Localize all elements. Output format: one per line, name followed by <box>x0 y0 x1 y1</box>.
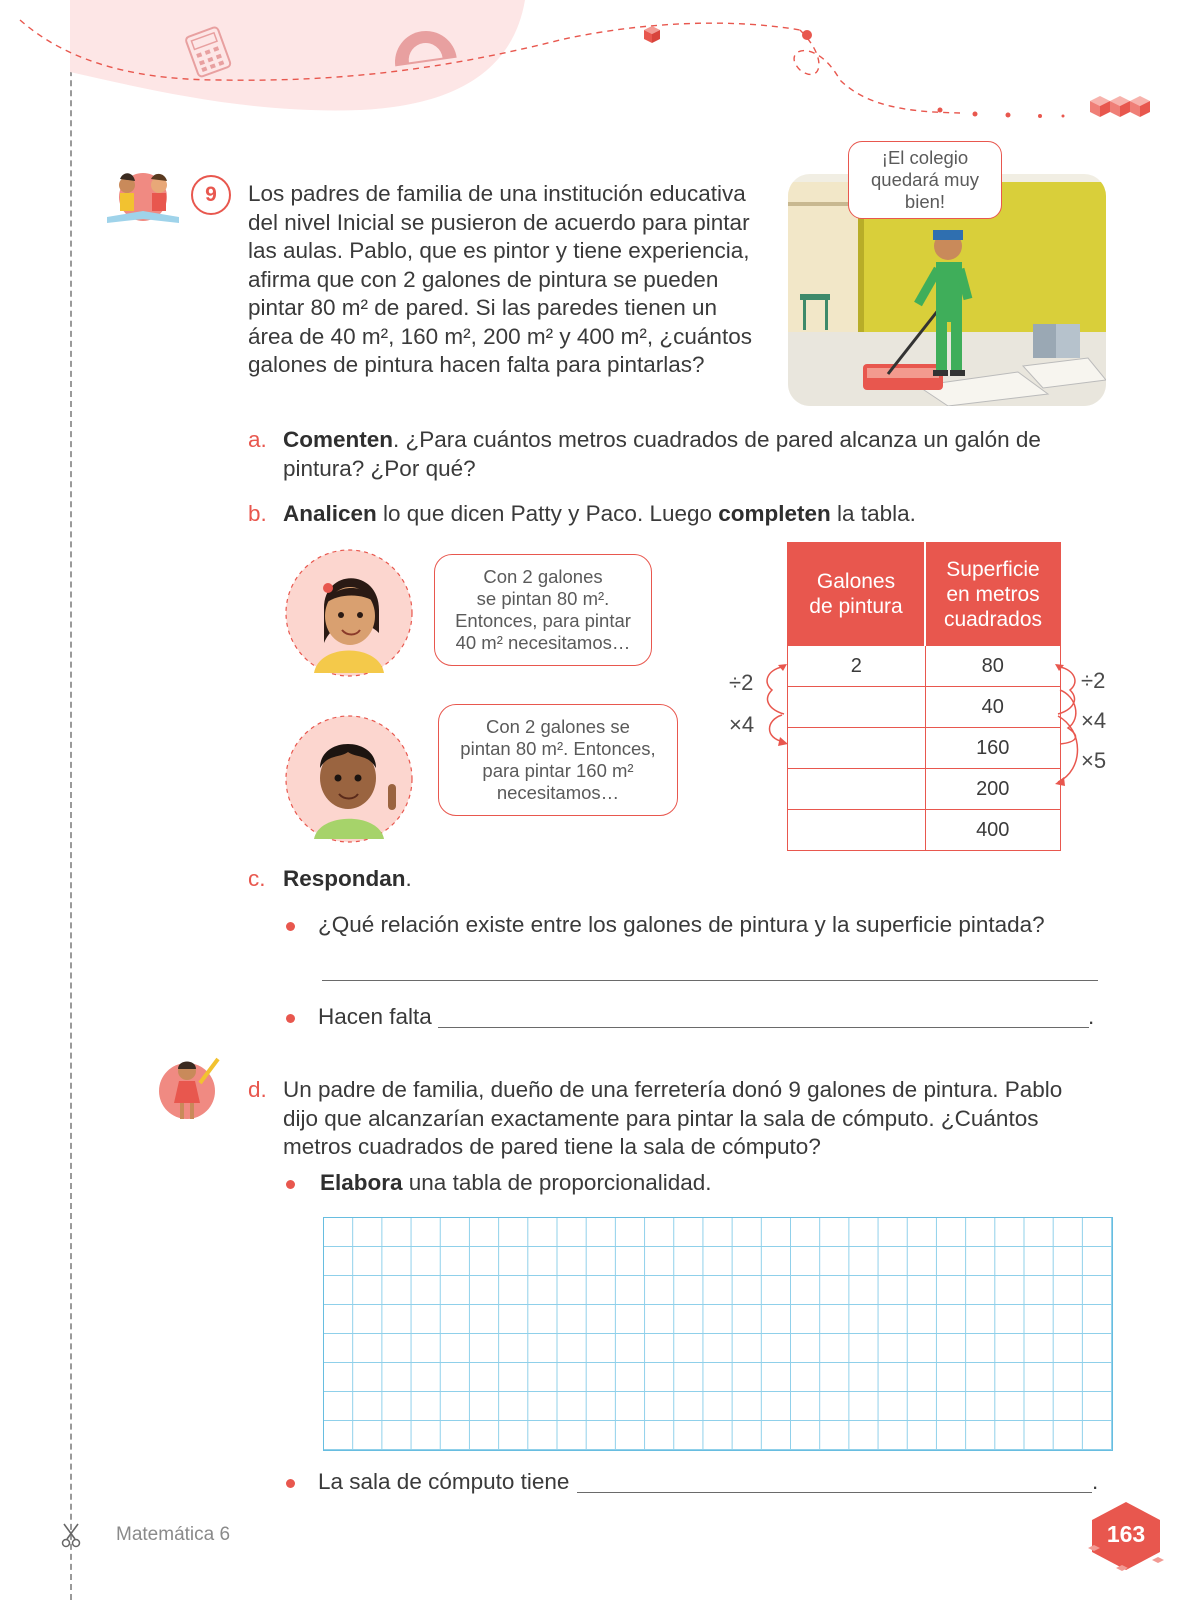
item-verb: Respondan <box>283 866 406 891</box>
bubble-line: necesitamos… <box>496 782 620 803</box>
grid-workspace[interactable] <box>323 1217 1113 1451</box>
problem-line: área de 40 m², 160 m², 200 m² y 400 m², ¿cuántos <box>248 323 752 349</box>
bullet-icon <box>286 1479 295 1488</box>
left-arrows <box>756 660 790 760</box>
computer-room-label: La sala de cómputo tiene <box>318 1469 570 1494</box>
surface-cell: 80 <box>925 646 1061 687</box>
surface-cell: 400 <box>925 810 1061 851</box>
item-d-letter <box>248 1076 267 1105</box>
table-header-row <box>788 543 1061 646</box>
table-row <box>788 687 1061 728</box>
book-title: Matemática 6 <box>116 1524 231 1545</box>
item-letter: a. <box>248 427 267 452</box>
problem-line: pintar 80 m² de pared. Si las paredes tienen un <box>248 295 718 320</box>
item-text: una tabla de proporcionalidad. <box>402 1170 712 1195</box>
cut-line <box>70 0 72 1600</box>
item-d-text <box>283 1076 1103 1162</box>
left-op-multiply: ×4 <box>729 712 755 737</box>
item-text: . ¿Para cuántos metros cuadrados de pared alcanza un galón de <box>393 427 1041 452</box>
item-text: Un padre de familia, dueño de una ferretería donó 9 galones de pintura. Pablo <box>283 1077 1063 1102</box>
item-text: dijo que alcanzarían exactamente para pintar la sala de cómputo. ¿Cuántos <box>283 1105 1039 1131</box>
problem-line: las aulas. Pablo, que es pintor y tiene experiencia, <box>248 238 750 263</box>
bubble-line: para pintar 160 m² <box>482 760 634 781</box>
right-op-multiply-5: ×5 <box>1081 748 1107 773</box>
item-text: pintura? ¿Por qué? <box>283 455 476 481</box>
item-b-letter <box>248 500 267 529</box>
header-line: de pintura <box>809 595 903 618</box>
header-line: Galones <box>816 570 896 593</box>
problem-line: afirma que con 2 galones de pintura se pueden <box>248 266 719 292</box>
bubble-line: Entonces, para pintar <box>455 610 631 631</box>
bubble-line: ¡El colegio <box>881 147 969 168</box>
paco-avatar <box>284 714 414 844</box>
header-surface <box>925 543 1061 646</box>
right-op-multiply-4: ×4 <box>1081 708 1107 733</box>
header-line: en metros <box>946 582 1040 606</box>
item-b-text <box>283 500 1083 529</box>
item-c-letter <box>248 865 266 894</box>
page-number: 163 <box>1106 1520 1146 1547</box>
bubble-line: 40 m² necesitamos… <box>455 632 631 653</box>
bubble-line: Con 2 galones se <box>485 716 630 737</box>
problem-number: 9 <box>191 175 231 215</box>
bullet-icon <box>286 922 295 931</box>
gallons-blank-cell[interactable] <box>788 769 926 810</box>
bubble-line: Con 2 galones <box>483 566 603 587</box>
item-a-text <box>283 426 1083 483</box>
item-letter: c. <box>248 866 266 891</box>
problem-line: galones de pintura hacen falta para pintarlas? <box>248 352 705 377</box>
table-row <box>788 646 1061 687</box>
item-verb: Analicen <box>283 501 377 526</box>
answer-line-relation[interactable] <box>322 980 1098 981</box>
answer-line-area[interactable] <box>577 1492 1092 1493</box>
table-row <box>788 728 1061 769</box>
problem-line: del nivel Inicial se pusieron de acuerdo para pintar <box>248 209 750 235</box>
item-verb: Elabora <box>320 1170 403 1195</box>
gallons-blank-cell[interactable] <box>788 687 926 728</box>
painter-speech-bubble <box>848 141 1002 219</box>
bubble-line: bien! <box>904 191 946 212</box>
item-a-letter <box>248 426 267 455</box>
cube-icon <box>644 26 660 43</box>
gallons-blank-cell[interactable] <box>788 810 926 851</box>
bubble-line: se pintan 80 m². <box>476 588 610 609</box>
item-text: lo que dicen Patty y Paco. Luego <box>376 501 719 526</box>
right-op-divide: ÷2 <box>1081 668 1106 693</box>
item-letter: d. <box>248 1077 267 1102</box>
girl-with-pencil-icon <box>158 1053 224 1125</box>
item-verb: Comenten <box>283 427 394 452</box>
surface-cell: 200 <box>925 769 1061 810</box>
header-gallons <box>788 543 926 646</box>
answer-line-gallons[interactable] <box>438 1027 1089 1028</box>
paco-speech-bubble <box>438 704 678 816</box>
gallons-blank-cell[interactable] <box>788 728 926 769</box>
patty-speech-bubble <box>434 554 652 666</box>
surface-cell: 160 <box>925 728 1061 769</box>
table-row <box>788 769 1061 810</box>
cubes-icon <box>1090 96 1150 117</box>
bubble-line: quedará muy <box>871 169 979 190</box>
item-verb: completen <box>718 501 831 526</box>
kids-reading-icon <box>103 165 183 229</box>
problem-statement <box>248 180 778 380</box>
bullet-icon <box>286 1180 295 1189</box>
item-letter: b. <box>248 501 267 526</box>
surface-cell: 40 <box>925 687 1061 728</box>
table-row <box>788 810 1061 851</box>
header-line: cuadrados <box>943 607 1043 631</box>
item-text: la tabla. <box>830 501 916 526</box>
question-relation: ¿Qué relación existe entre los galones de pintura y la superficie pintada? <box>318 912 1045 937</box>
bubble-line: pintan 80 m². Entonces, <box>460 738 656 759</box>
period: . <box>1092 1469 1099 1494</box>
header-line: Superficie <box>946 557 1040 581</box>
scissors-icon <box>60 1522 82 1548</box>
item-c-text <box>283 865 412 894</box>
patty-avatar <box>284 548 414 678</box>
left-op-divide: ÷2 <box>729 670 754 695</box>
elabora-instruction <box>320 1169 712 1198</box>
item-text: . <box>405 866 412 891</box>
proportion-table <box>787 542 1061 851</box>
header-decoration <box>0 0 1193 140</box>
hacen-falta-label: Hacen falta <box>318 1004 432 1029</box>
period: . <box>1088 1004 1095 1029</box>
problem-line: Los padres de familia de una institución educativa <box>248 181 746 206</box>
item-text: metros cuadrados de pared tiene la sala de cómputo? <box>283 1134 821 1159</box>
bullet-icon <box>286 1014 295 1023</box>
gallons-cell: 2 <box>788 646 926 687</box>
